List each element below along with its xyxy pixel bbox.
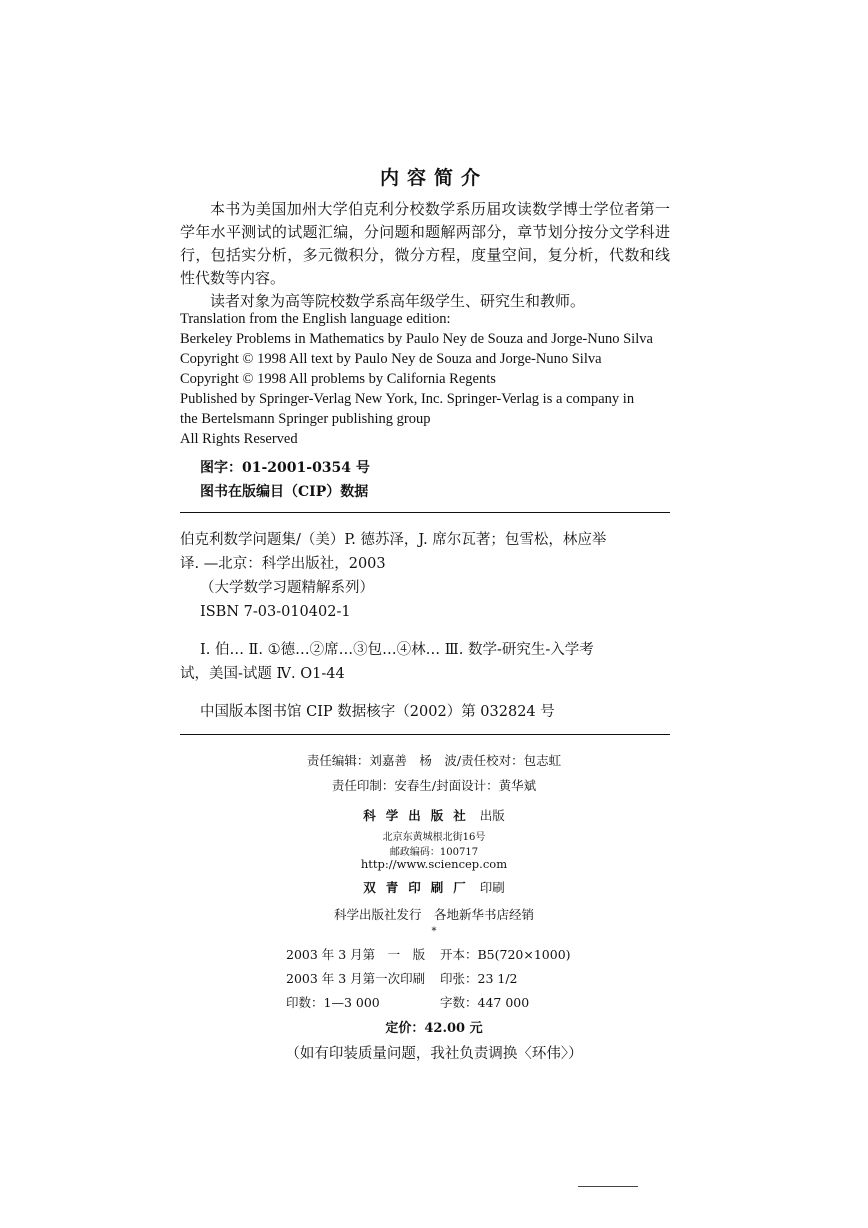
english-line: Translation from the English language edition: bbox=[180, 311, 451, 327]
intro-section bbox=[180, 198, 670, 313]
words-info: 字数：447 000 bbox=[440, 995, 530, 1010]
publisher-postcode: 邮政编码：100717 bbox=[389, 847, 479, 858]
edition-info: 2003 年 3 月第 一 版 bbox=[286, 947, 426, 962]
registration-block bbox=[200, 456, 370, 504]
cip-verification: 中国版本图书馆 CIP 数据核字（2002）第 032824 号 bbox=[200, 704, 555, 720]
cip-heading: 图书在版编目（CIP）数据 bbox=[200, 484, 369, 500]
english-copyright-block bbox=[180, 309, 653, 449]
cip-isbn: ISBN 7-03-010402-1 bbox=[200, 604, 351, 620]
publisher-line bbox=[0, 806, 868, 824]
printer-line bbox=[0, 878, 868, 896]
cip-block bbox=[180, 528, 606, 724]
english-line: Published by Springer-Verlag New York, Inc. Springer-Verlag is a company in bbox=[180, 391, 635, 407]
english-line: the Bertelsmann Springer publishing group bbox=[180, 411, 431, 427]
cip-series: （大学数学习题精解系列） bbox=[200, 580, 374, 596]
format-info: 开本：B5(720×1000) bbox=[440, 947, 571, 962]
divider-top bbox=[180, 512, 670, 513]
printer-action: 印刷 bbox=[479, 880, 505, 895]
price: 定价：42.00 元 bbox=[385, 1021, 483, 1036]
english-line: Copyright © 1998 All text by Paulo Ney de Souza and Jorge-Nuno Silva bbox=[180, 351, 602, 367]
printing-info: 2003 年 3 月第一次印刷 bbox=[286, 971, 426, 986]
english-line: All Rights Reserved bbox=[180, 431, 298, 447]
english-line: Copyright © 1998 All problems by California Regents bbox=[180, 371, 496, 387]
cip-classification-1: Ⅰ. 伯… Ⅱ. ①德…②席…③包…④林… Ⅲ. 数学-研究生-入学考 bbox=[200, 642, 594, 658]
distribution-line: 科学出版社发行 各地新华书店经销 bbox=[333, 907, 534, 922]
cip-line-2: 译. —北京：科学出版社，2003 bbox=[180, 556, 386, 572]
registration-number: 图字：01-2001-0354 号 bbox=[200, 460, 370, 476]
divider-bottom bbox=[180, 734, 670, 735]
cip-classification-2: 试，美国-试题 Ⅳ. O1-44 bbox=[180, 666, 345, 682]
cip-line-1: 伯克利数学问题集/（美）P. 德苏泽，J. 席尔瓦著；包雪松，林应举 bbox=[180, 532, 607, 548]
publisher-name: 科学出版社 bbox=[363, 808, 476, 823]
intro-paragraph-1: 本书为美国加州大学伯克利分校数学系历届攻读数学博士学位者第一学年水平测试的试题汇编，分问题和题解两部分，章节划分按分文学科进行，包括实分析，多元微积分，微分方程，度量空间，复分析，代数和线性代数等内容。 bbox=[180, 200, 670, 287]
credits-editors: 责任编辑：刘嘉善 杨 波/责任校对：包志虹 bbox=[306, 753, 562, 768]
page-title: 内容简介 bbox=[379, 167, 488, 189]
english-line: Berkeley Problems in Mathematics by Paulo Ney de Souza and Jorge-Nuno Silva bbox=[180, 331, 653, 347]
publication-info bbox=[286, 943, 571, 1015]
publisher-website: http://www.sciencep.com bbox=[360, 857, 508, 871]
printer-name: 双青印刷厂 bbox=[363, 880, 476, 895]
quality-notice: （如有印装质量问题，我社负责调换〈环伟〉） bbox=[285, 1046, 583, 1062]
publisher-address: 北京东黄城根北街16号 bbox=[382, 832, 486, 843]
credits-print-design: 责任印制：安春生/封面设计：黄华斌 bbox=[331, 778, 537, 793]
separator-star: * bbox=[431, 926, 437, 937]
sheets-info: 印张：23 1/2 bbox=[440, 971, 518, 986]
copies-info: 印数：1—3 000 bbox=[286, 995, 380, 1010]
intro-paragraph-2: 读者对象为高等院校数学系高年级学生、研究生和教师。 bbox=[210, 292, 586, 310]
scan-artifact-line bbox=[578, 1186, 638, 1187]
publisher-action: 出版 bbox=[479, 808, 505, 823]
